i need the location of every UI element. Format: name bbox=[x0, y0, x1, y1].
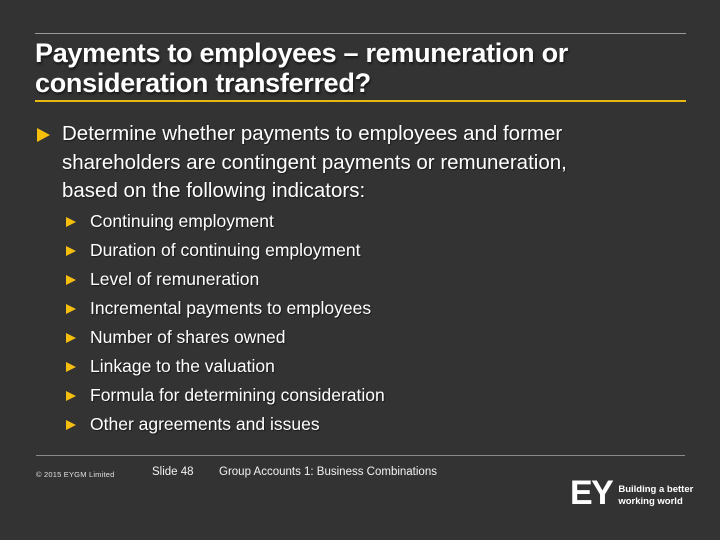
list-item-label: Linkage to the valuation bbox=[90, 356, 275, 376]
ey-tagline-line-1: Building a better bbox=[618, 484, 694, 495]
deck-title: Group Accounts 1: Business Combinations bbox=[219, 466, 437, 478]
top-divider bbox=[35, 33, 686, 34]
copyright-text: © 2015 EYGM Limited bbox=[36, 470, 115, 479]
main-bullet-line-2: shareholders are contingent payments or remuneration, bbox=[62, 150, 567, 174]
bullet-arrow-icon bbox=[66, 304, 76, 314]
list-item-label: Duration of continuing employment bbox=[90, 240, 361, 260]
title-underline bbox=[35, 100, 686, 102]
list-item bbox=[66, 294, 385, 323]
title-line-2: consideration transferred? bbox=[35, 68, 371, 98]
list-item-label: Other agreements and issues bbox=[90, 414, 320, 434]
ey-wordmark: EY bbox=[570, 474, 613, 512]
bullet-arrow-icon bbox=[66, 246, 76, 256]
bullet-arrow-icon bbox=[66, 362, 76, 372]
list-item bbox=[66, 265, 385, 294]
list-item-label: Incremental payments to employees bbox=[90, 298, 372, 318]
list-item bbox=[66, 352, 385, 381]
slide-number: Slide 48 bbox=[152, 466, 194, 478]
ey-tagline-line-2: working world bbox=[618, 495, 683, 507]
main-bullet-line-3: based on the following indicators: bbox=[62, 179, 366, 202]
list-item-label: Continuing employment bbox=[90, 211, 274, 231]
bullet-arrow-icon bbox=[66, 333, 76, 343]
main-bullet-text bbox=[62, 120, 567, 206]
bullet-arrow-icon bbox=[66, 420, 76, 430]
footer-divider bbox=[36, 455, 685, 456]
indicator-list bbox=[66, 207, 385, 439]
main-bullet-line-1: Determine whether payments to employees and former bbox=[62, 122, 563, 145]
list-item bbox=[66, 410, 385, 439]
bullet-arrow-icon bbox=[37, 128, 50, 142]
list-item-label: Number of shares owned bbox=[90, 327, 286, 347]
list-item-label: Level of remuneration bbox=[90, 269, 260, 289]
list-item bbox=[66, 236, 385, 265]
ey-tagline bbox=[618, 484, 693, 507]
title-line-1: Payments to employees – remuneration or bbox=[35, 38, 568, 68]
list-item bbox=[66, 381, 385, 410]
list-item bbox=[66, 323, 385, 352]
bullet-arrow-icon bbox=[66, 217, 76, 227]
ey-logo bbox=[570, 474, 694, 512]
bullet-arrow-icon bbox=[66, 275, 76, 285]
bullet-arrow-icon bbox=[66, 391, 76, 401]
page-title bbox=[35, 38, 568, 98]
list-item bbox=[66, 207, 385, 236]
list-item-label: Formula for determining consideration bbox=[90, 385, 385, 405]
